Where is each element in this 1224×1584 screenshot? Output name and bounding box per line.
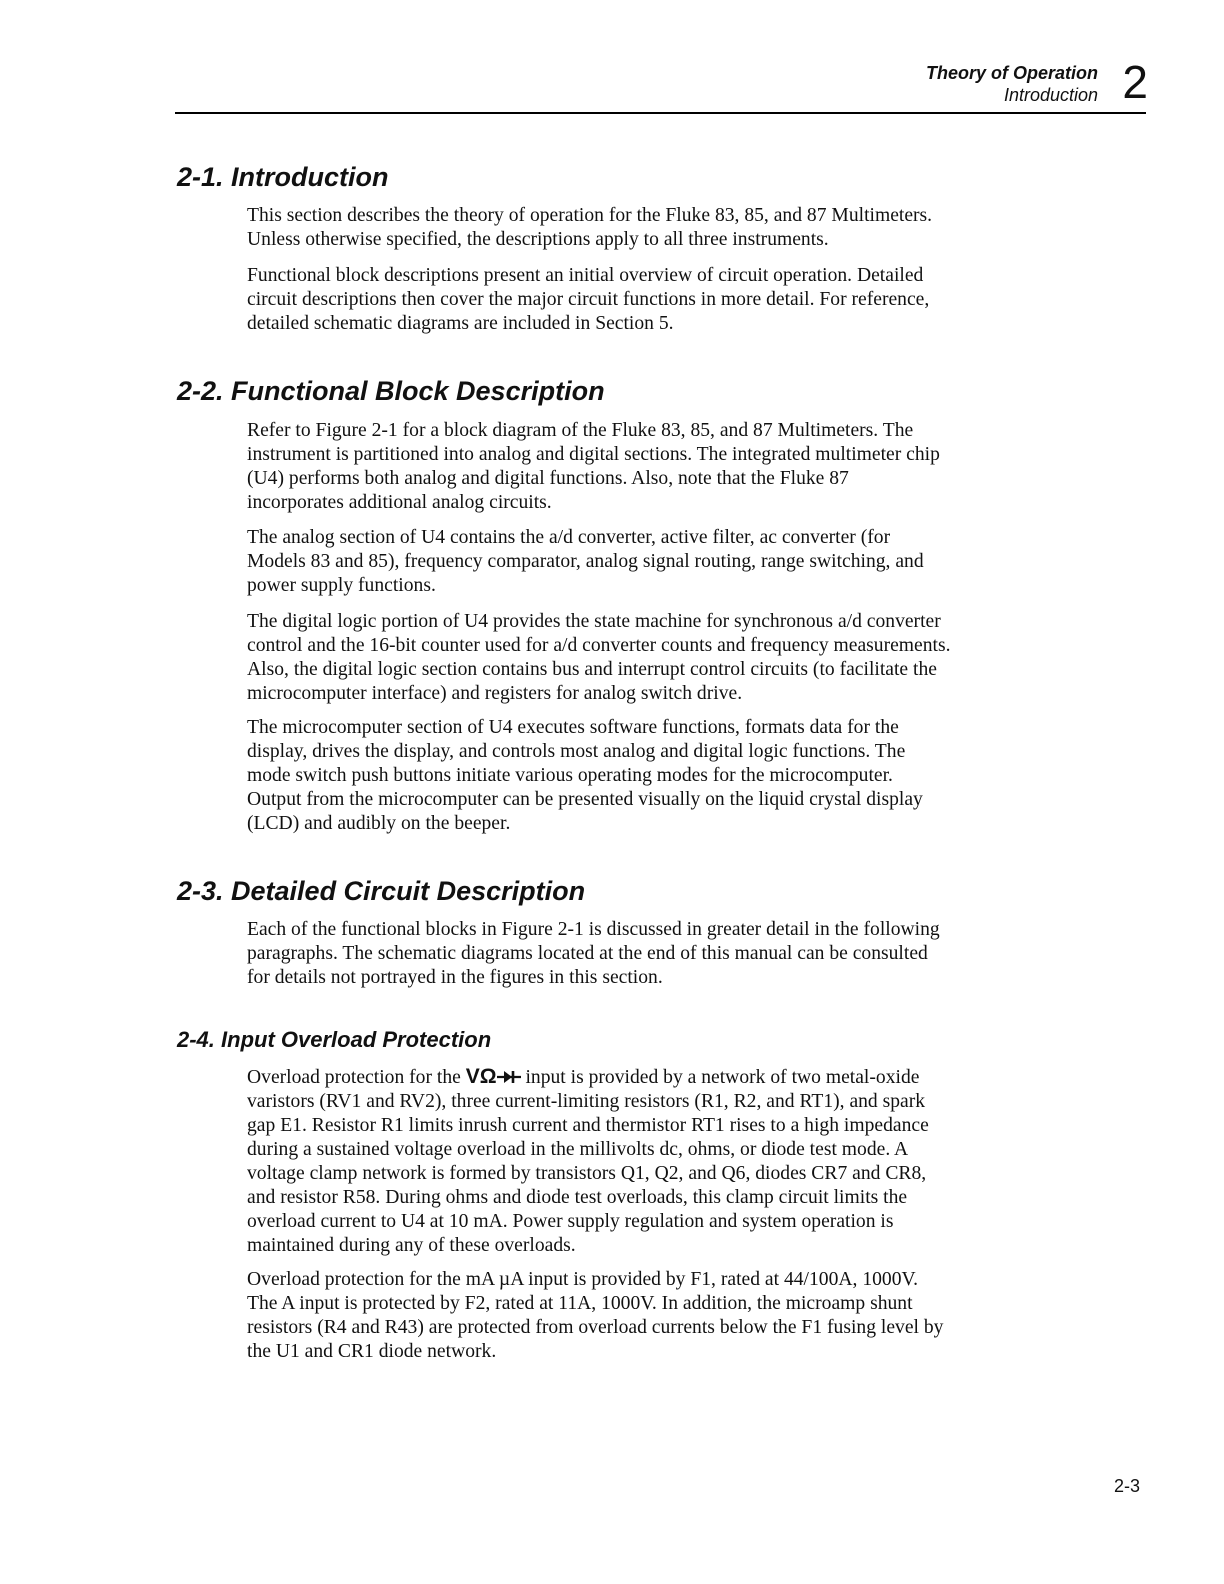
section-title: Introduction bbox=[1003, 85, 1098, 105]
header-rule bbox=[175, 112, 1146, 114]
section-heading-introduction: 2-1. Introduction bbox=[177, 162, 389, 192]
paragraph: The analog section of U4 contains the a/d converter, active filter, ac converter (for Models 83 and 85), frequency comparator, analog signal routing, range switching, and power supply functions. bbox=[247, 527, 924, 596]
chapter-number: 2 bbox=[1122, 56, 1148, 108]
paragraph: This section describes the theory of operation for the Fluke 83, 85, and 87 Multimeters. Unless otherwise specified, the descriptions apply to all three instruments. bbox=[247, 205, 933, 250]
paragraph: The microcomputer section of U4 executes software functions, formats data for the display, drives the display, and controls most analog and digital logic functions. The mode switch push buttons initiate various operating modes for the microcomputer. Output from the microcomputer can be presented visually on the liquid crystal display (LCD) and audibly on the beeper. bbox=[247, 717, 923, 834]
subsection-heading-input-overload: 2-4. Input Overload Protection bbox=[177, 1027, 492, 1052]
diode-icon bbox=[497, 1069, 521, 1085]
section-heading-functional-block: 2-2. Functional Block Description bbox=[177, 376, 605, 406]
paragraph: Functional block descriptions present an initial overview of circuit operation. Detailed circuit descriptions then cover the major circuit functions in more detail. For reference, detailed schematic diagrams are included in Section 5. bbox=[247, 265, 930, 334]
paragraph: Overload protection for the VΩ input is provided by a network of two metal-oxide varistors (RV1 and RV2), three current-limiting resistors (R1, R2, and RT1), and spark gap E1. Resistor R1 limits inrush current and thermistor RT1 rises to a high impedance during a sustained voltage overload in the millivolts dc, ohms, or diode test mode. A voltage clamp network is formed by transistors Q1, Q2, and Q6, diodes CR7 and CR8, and resistor R58. During ohms and diode test overloads, this clamp circuit limits the overload current to U4 at 10 mA. Power supply regulation and system operation is maintained during any of these overloads. bbox=[247, 1065, 929, 1256]
running-header bbox=[926, 62, 1098, 106]
paragraph: Overload protection for the mA µA input is provided by F1, rated at 44/100A, 1000V. The A input is protected by F2, rated at 11A, 1000V. In addition, the microamp shunt resistors (R4 and R43) are protected from overload currents below the F1 fusing level by the U1 and CR1 diode network. bbox=[247, 1269, 944, 1362]
chapter-title: Theory of Operation bbox=[925, 63, 1098, 83]
section-heading-detailed-circuit: 2-3. Detailed Circuit Description bbox=[177, 876, 586, 906]
input-terminal-symbol: VΩ bbox=[465, 1065, 497, 1088]
paragraph: Each of the functional blocks in Figure 2-1 is discussed in greater detail in the following paragraphs. The schematic diagrams located at the end of this manual can be consulted for details not portrayed in the figures in this section. bbox=[247, 919, 940, 988]
paragraph: The digital logic portion of U4 provides the state machine for synchronous a/d converter control and the 16-bit counter used for a/d converter counts and frequency measurements. Also, the digital logic section contains bus and interrupt control circuits (to facilitate the microcomputer interface) and registers for analog switch drive. bbox=[247, 611, 951, 704]
page-number: 2-3 bbox=[1113, 1476, 1140, 1496]
paragraph: Refer to Figure 2-1 for a block diagram of the Fluke 83, 85, and 87 Multimeters. The instrument is partitioned into analog and digital sections. The integrated multimeter chip (U4) performs both analog and digital functions. Also, note that the Fluke 87 incorporates additional analog circuits. bbox=[247, 420, 940, 513]
